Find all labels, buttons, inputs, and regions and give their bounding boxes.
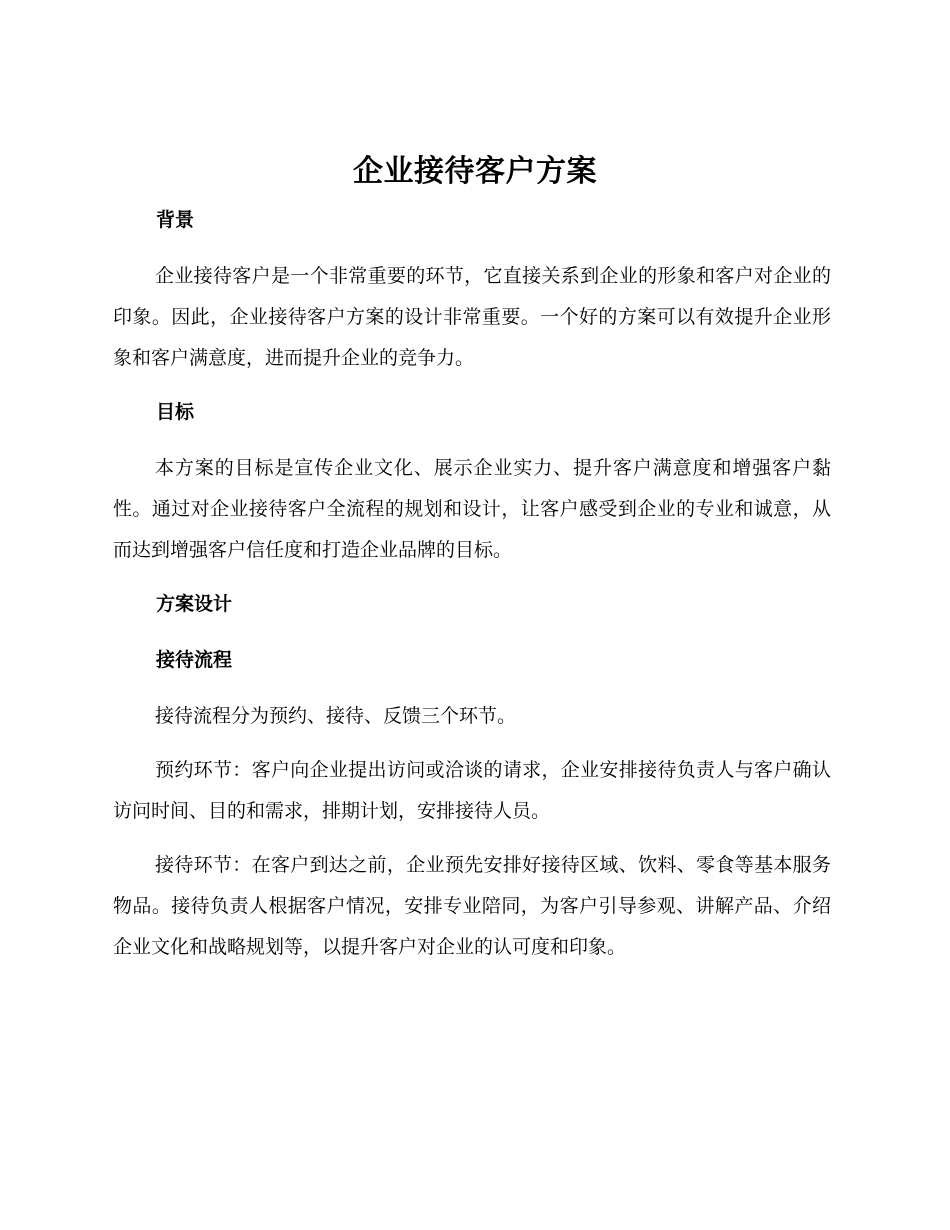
document-body <box>113 200 831 981</box>
document-title: 企业接待客户方案 <box>353 154 597 189</box>
section-heading-design: 方案设计 <box>156 593 233 615</box>
section-heading-process: 接待流程 <box>156 649 233 671</box>
process-intro-paragraph: 接待流程分为预约、接待、反馈三个环节。 <box>155 705 517 727</box>
background-paragraph: 企业接待客户是一个非常重要的环节，它直接关系到企业的形象和客户对企业的印象。因此，企业接待客户方案的设计非常重要。一个好的方案可以有效提升企业形象和客户满意度，进而提升企业的竞争力。 <box>113 265 831 369</box>
section-heading-background: 背景 <box>156 209 195 231</box>
reception-paragraph: 接待环节：在客户到达之前，企业预先安排好接待区域、饮料、零食等基本服务物品。接待负责人根据客户情况，安排专业陪同，为客户引导参观、讲解产品、介绍企业文化和战略规划等，以提升客户对企业的认可度和印象。 <box>113 854 831 958</box>
goal-paragraph: 本方案的目标是宣传企业文化、展示企业实力、提升客户满意度和增强客户黏性。通过对企业接待客户全流程的规划和设计，让客户感受到企业的专业和诚意，从而达到增强客户信任度和打造企业品牌的目标。 <box>113 457 831 561</box>
section-heading-goal: 目标 <box>156 401 195 423</box>
booking-paragraph: 预约环节：客户向企业提出访问或洽谈的请求，企业安排接待负责人与客户确认访问时间、目的和需求，排期计划，安排接待人员。 <box>113 759 831 822</box>
